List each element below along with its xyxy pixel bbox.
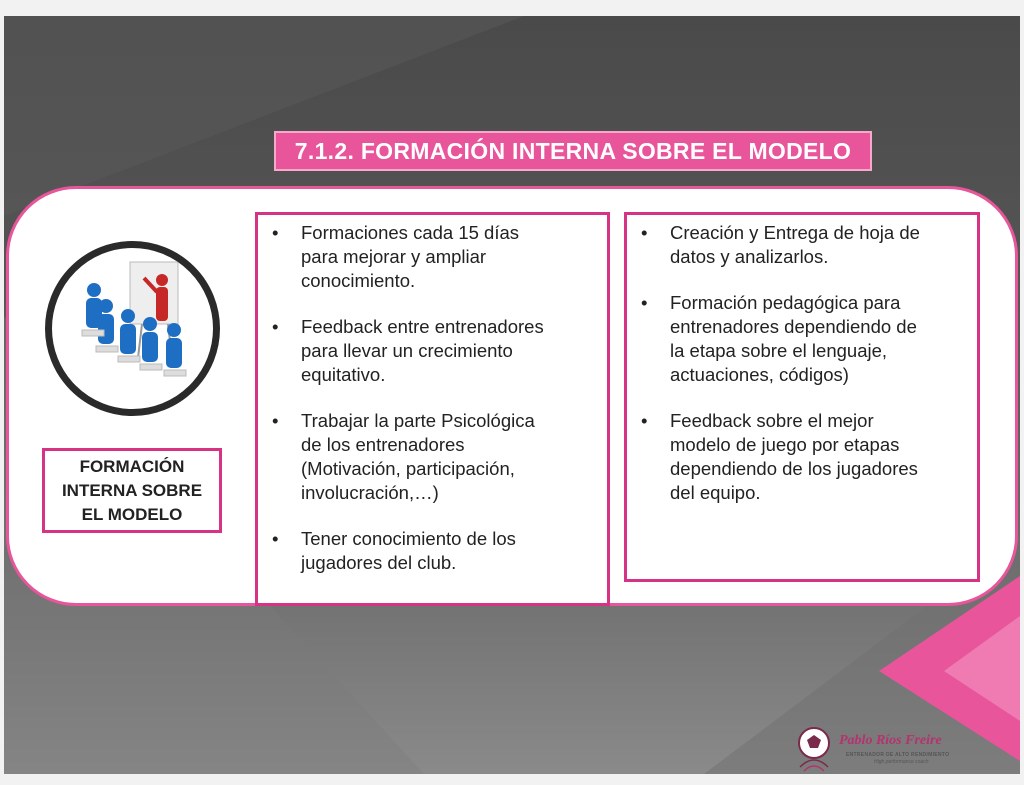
soccer-ball-icon bbox=[794, 723, 834, 773]
list-item-text: Trabajar la parte Psicológica de los entrenadores (Motivación, participación, involucración,…) bbox=[301, 410, 535, 503]
list-item bbox=[270, 221, 597, 293]
list-item bbox=[270, 315, 597, 387]
list-item bbox=[270, 409, 597, 505]
left-column bbox=[255, 212, 610, 606]
list-item bbox=[270, 527, 597, 575]
bullet-icon: • bbox=[272, 222, 279, 243]
brand-logo bbox=[794, 721, 969, 774]
bullet-icon: • bbox=[272, 528, 279, 549]
list-item bbox=[639, 221, 967, 269]
bullet-icon: • bbox=[272, 316, 279, 337]
slide-title bbox=[274, 131, 872, 171]
list-item-text: Feedback entre entrenadores para llevar un crecimiento equitativo. bbox=[301, 316, 544, 385]
training-presentation-icon bbox=[45, 241, 220, 416]
list-item-text: Formaciones cada 15 días para mejorar y ampliar conocimiento. bbox=[301, 222, 520, 291]
slide-title-text: 7.1.2. FORMACIÓN INTERNA SOBRE EL MODELO bbox=[294, 137, 852, 164]
brand-subtitle-en: High performance coach bbox=[874, 759, 929, 765]
list-item bbox=[639, 291, 967, 387]
list-item-text: Creación y Entrega de hoja de datos y analizarlos. bbox=[670, 222, 920, 267]
list-item-text: Tener conocimiento de los jugadores del club. bbox=[301, 528, 516, 573]
brand-name: Pablo Ríos Freire bbox=[839, 733, 942, 748]
bullet-icon: • bbox=[272, 410, 279, 431]
bullet-icon: • bbox=[641, 292, 648, 313]
section-label bbox=[42, 448, 222, 533]
bullet-icon: • bbox=[641, 410, 648, 431]
section-label-text: FORMACIÓN INTERNA SOBRE EL MODELO bbox=[61, 456, 203, 524]
slide bbox=[4, 16, 1020, 774]
training-illustration bbox=[52, 248, 213, 409]
brand-subtitle: ENTRENADOR DE ALTO RENDIMIENTO bbox=[846, 752, 950, 758]
right-column bbox=[624, 212, 980, 582]
list-item-text: Formación pedagógica para entrenadores dependiendo de la etapa sobre el lenguaje, actuaciones, códigos) bbox=[670, 292, 917, 385]
right-bullet-list bbox=[639, 221, 967, 505]
left-bullet-list bbox=[270, 221, 597, 575]
list-item-text: Feedback sobre el mejor modelo de juego por etapas dependiendo de los jugadores del equipo. bbox=[670, 410, 918, 503]
list-item bbox=[639, 409, 967, 505]
bullet-icon: • bbox=[641, 222, 648, 243]
